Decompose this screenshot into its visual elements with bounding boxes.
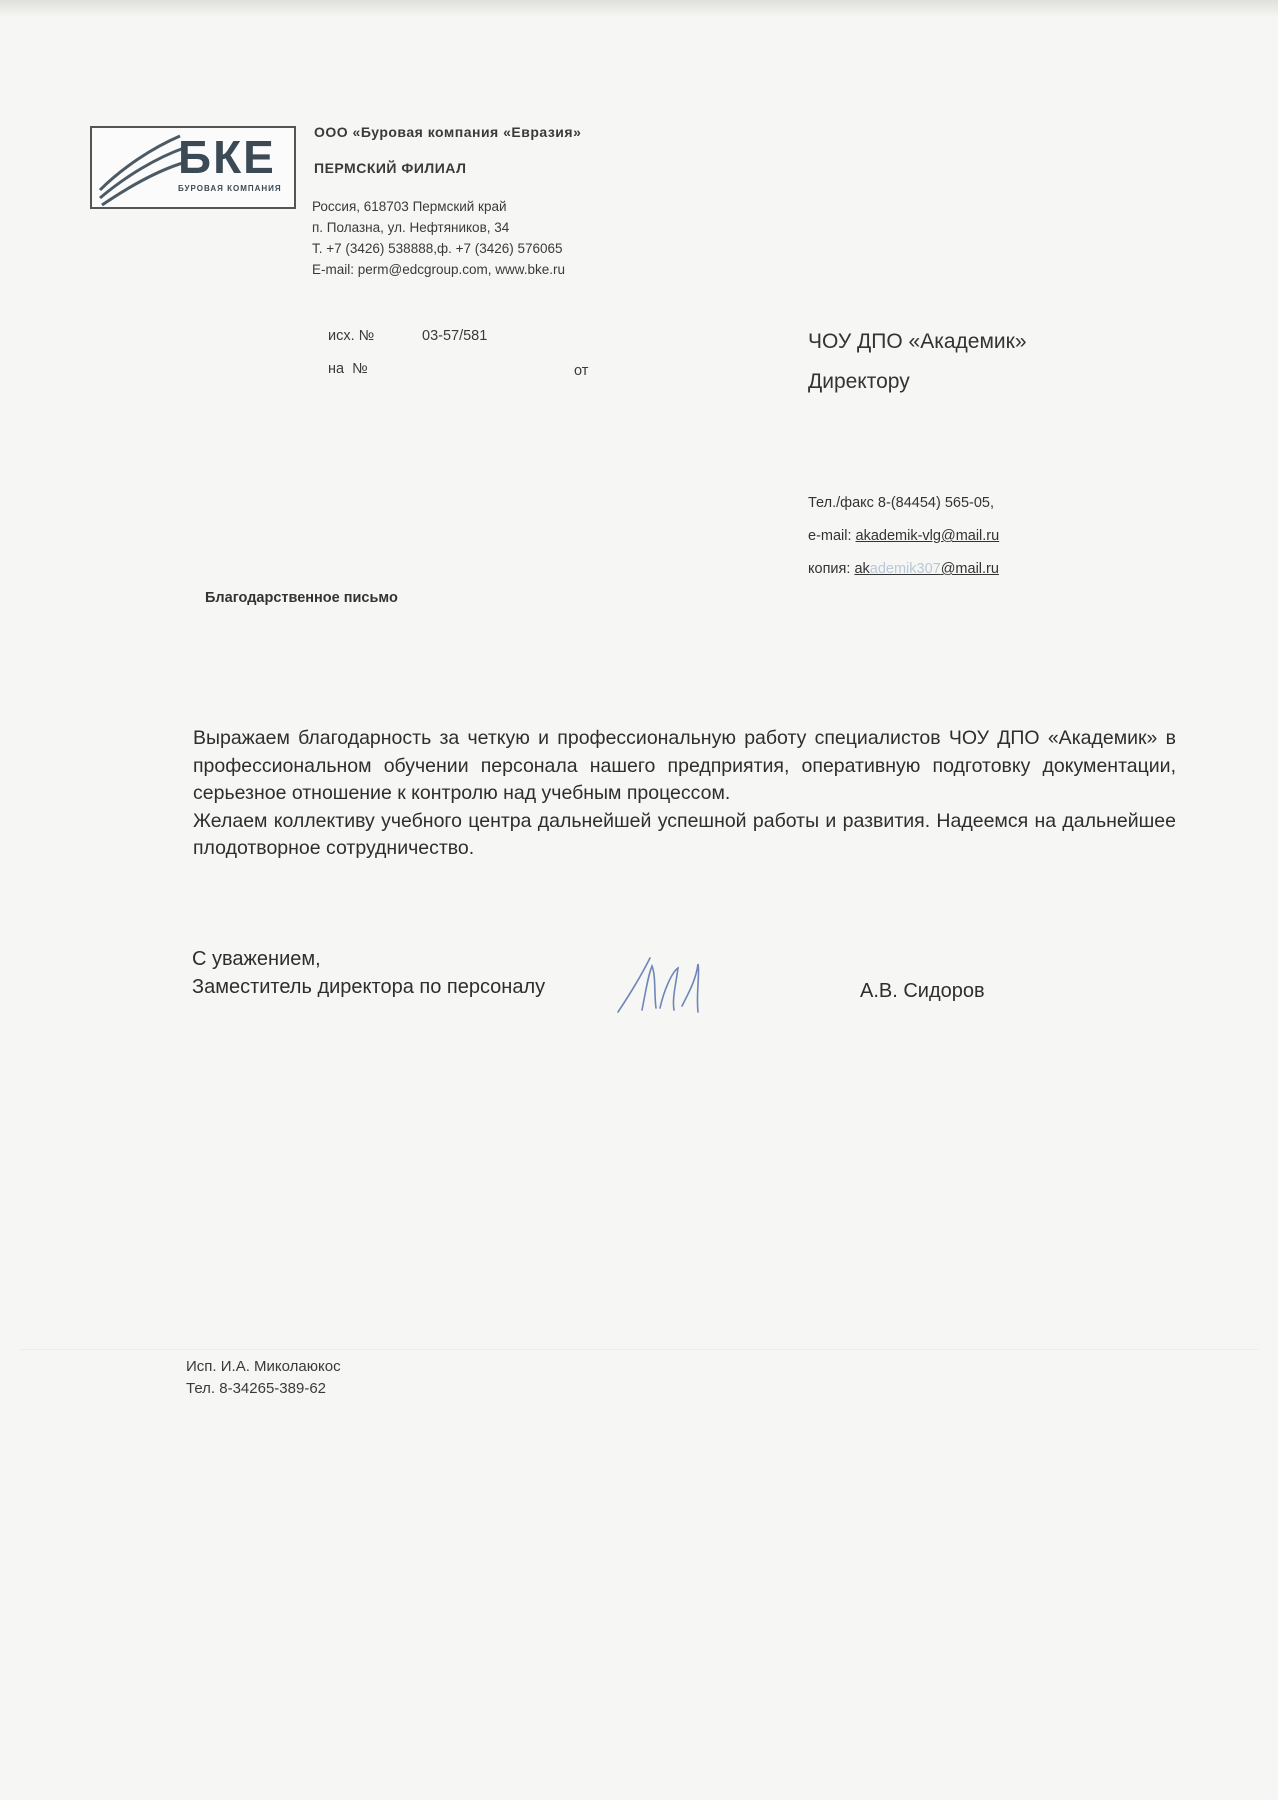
copy-email-faded-part: ademik307 xyxy=(869,561,941,577)
address-line: п. Полазна, ул. Нефтяников, 34 xyxy=(312,220,510,235)
date-label: от xyxy=(574,363,589,379)
company-address xyxy=(312,196,565,280)
copy-email-link[interactable] xyxy=(854,561,999,577)
body-paragraph: Желаем коллективу учебного центра дальнейшей успешной работы и развития. Надеемся на дальнейшее плодотворное сотрудничество. xyxy=(193,809,1176,859)
copy-email-part: @mail.ru xyxy=(940,561,999,577)
out-number-label: исх. № xyxy=(328,328,375,344)
address-line: Россия, 618703 Пермский край xyxy=(312,199,507,214)
logo-wordmark: БКЕ xyxy=(178,131,276,183)
recipient-contacts xyxy=(808,487,999,586)
email-link[interactable]: akademik-vlg@mail.ru xyxy=(855,528,1000,544)
company-name: ООО «Буровая компания «Евразия» xyxy=(314,124,582,140)
closing-block xyxy=(192,945,545,1001)
email-label: e-mail: xyxy=(808,528,856,544)
out-number: 03-57/581 xyxy=(422,328,488,344)
executor-block xyxy=(186,1356,341,1400)
executor-name: Исп. И.А. Миколаюкос xyxy=(186,1358,341,1375)
recipient-phone: Тел./факс 8-(84454) 565-05, xyxy=(808,495,995,511)
handwritten-signature xyxy=(612,950,722,1020)
recipient-position: Директору xyxy=(808,370,910,393)
letter-body xyxy=(193,725,1176,863)
signer-name: А.В. Сидоров xyxy=(860,980,985,1002)
recipient-email-line xyxy=(808,520,999,553)
copy-label: копия: xyxy=(808,561,855,577)
scan-artifact-line xyxy=(20,1349,1258,1350)
logo-subtitle: БУРОВАЯ КОМПАНИЯ xyxy=(178,184,282,193)
recipient-organization: ЧОУ ДПО «Академик» xyxy=(808,330,1027,353)
body-paragraph: Выражаем благодарность за четкую и профессиональную работу специалистов ЧОУ ДПО «Академик» в профессиональном обучении персонала нашего предприятия, оперативную подготовку документации, серьезное отношение к контролю над учебным процессом. xyxy=(193,727,1176,804)
copy-email-part: ak xyxy=(854,561,870,577)
address-line: E-mail: perm@edcgroup.com, www.bke.ru xyxy=(312,262,566,277)
executor-phone: Тел. 8-34265-389-62 xyxy=(186,1380,327,1397)
signer-position: Заместитель директора по персоналу xyxy=(192,976,546,998)
letter-subject: Благодарственное письмо xyxy=(205,590,398,606)
address-line: Т. +7 (3426) 538888,ф. +7 (3426) 576065 xyxy=(312,241,563,256)
branch-name: ПЕРМСКИЙ ФИЛИАЛ xyxy=(314,160,467,176)
scan-top-edge xyxy=(0,0,1278,18)
regards: С уважением, xyxy=(192,948,321,970)
recipient-copy-line xyxy=(808,553,999,586)
in-number-label: на № xyxy=(328,361,368,377)
company-logo xyxy=(90,126,296,209)
company-block xyxy=(314,124,582,176)
